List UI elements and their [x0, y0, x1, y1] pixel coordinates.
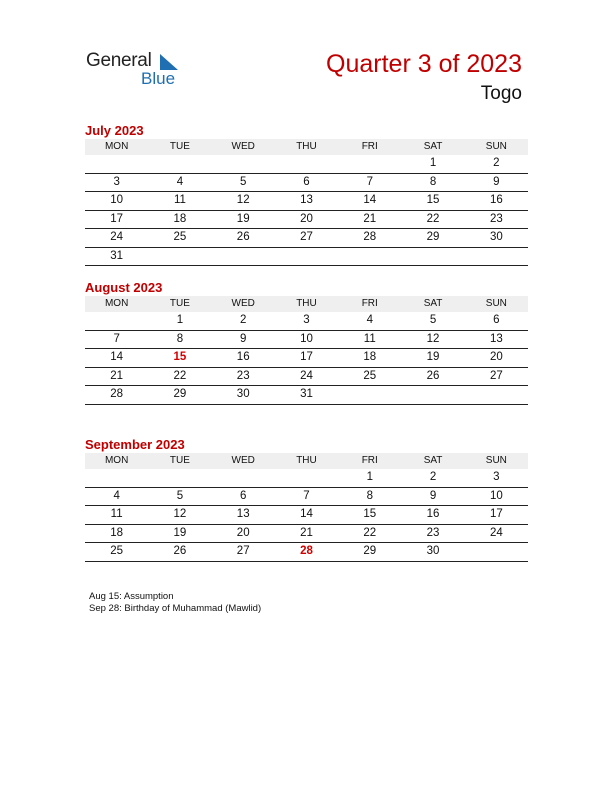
day-cell: 25: [148, 229, 211, 248]
day-cell: 8: [338, 487, 401, 506]
day-cell: 6: [275, 173, 338, 192]
week-row: [85, 543, 528, 562]
day-cell: 9: [212, 330, 275, 349]
week-row: [85, 210, 528, 229]
month-title: September 2023: [85, 437, 185, 452]
weekday-header: TUE: [148, 453, 211, 469]
day-cell: [465, 543, 528, 562]
day-cell: 7: [85, 330, 148, 349]
day-cell: 28: [338, 229, 401, 248]
day-cell: 3: [85, 173, 148, 192]
day-cell: 29: [148, 386, 211, 405]
week-row: [85, 229, 528, 248]
day-cell: 1: [401, 155, 464, 173]
weekday-header: TUE: [148, 139, 211, 155]
day-cell: 12: [401, 330, 464, 349]
day-cell: 2: [212, 312, 275, 330]
day-cell: 24: [85, 229, 148, 248]
day-cell: 25: [85, 543, 148, 562]
holiday-note: Aug 15: Assumption: [89, 591, 174, 602]
country-name: Togo: [480, 83, 522, 104]
weekday-header: TUE: [148, 296, 211, 312]
day-cell: 18: [148, 210, 211, 229]
week-row: [85, 330, 528, 349]
day-cell: [275, 155, 338, 173]
weekday-header-row: [85, 296, 528, 312]
month-title: July 2023: [85, 123, 144, 138]
week-row: [85, 349, 528, 368]
month-august: [85, 279, 528, 405]
day-cell: 5: [148, 487, 211, 506]
day-cell: 21: [275, 524, 338, 543]
day-cell: [148, 469, 211, 487]
day-cell: 3: [275, 312, 338, 330]
day-cell: 5: [212, 173, 275, 192]
day-cell: 4: [148, 173, 211, 192]
day-cell: 26: [401, 367, 464, 386]
day-cell: 31: [275, 386, 338, 405]
day-cell: [148, 155, 211, 173]
week-row: [85, 155, 528, 173]
logo-word-blue: Blue: [141, 69, 176, 88]
day-cell: 13: [212, 506, 275, 525]
day-cell: 6: [212, 487, 275, 506]
weekday-header: FRI: [338, 139, 401, 155]
day-cell: [85, 469, 148, 487]
day-cell: 28: [275, 543, 338, 562]
weekday-header: THU: [275, 453, 338, 469]
day-cell: 14: [85, 349, 148, 368]
day-cell: 18: [85, 524, 148, 543]
day-cell: 19: [401, 349, 464, 368]
day-cell: 18: [338, 349, 401, 368]
weekday-header: FRI: [338, 453, 401, 469]
day-cell: [275, 247, 338, 266]
day-cell: 11: [338, 330, 401, 349]
day-cell: 9: [401, 487, 464, 506]
weekday-header: WED: [212, 296, 275, 312]
day-cell: 23: [212, 367, 275, 386]
weekday-header: THU: [275, 139, 338, 155]
day-cell: 22: [338, 524, 401, 543]
day-cell: 31: [85, 247, 148, 266]
weekday-header-row: [85, 139, 528, 155]
day-cell: 27: [275, 229, 338, 248]
day-cell: 3: [465, 469, 528, 487]
weekday-header: SUN: [465, 453, 528, 469]
day-cell: 24: [465, 524, 528, 543]
day-cell: 9: [465, 173, 528, 192]
calendar-table: [85, 453, 528, 562]
page-title: Quarter 3 of 2023: [326, 50, 522, 78]
day-cell: 17: [85, 210, 148, 229]
day-cell: 22: [148, 367, 211, 386]
day-cell: 24: [275, 367, 338, 386]
day-cell: [85, 155, 148, 173]
calendar-table: [85, 296, 528, 405]
calendar-table: [85, 139, 528, 266]
day-cell: 25: [338, 367, 401, 386]
day-cell: 28: [85, 386, 148, 405]
day-cell: 15: [148, 349, 211, 368]
day-cell: 19: [212, 210, 275, 229]
week-row: [85, 367, 528, 386]
weekday-header: SUN: [465, 296, 528, 312]
week-row: [85, 386, 528, 405]
day-cell: 30: [212, 386, 275, 405]
week-row: [85, 192, 528, 211]
weekday-header: FRI: [338, 296, 401, 312]
day-cell: 7: [275, 487, 338, 506]
day-cell: 10: [275, 330, 338, 349]
day-cell: 4: [338, 312, 401, 330]
weekday-header: THU: [275, 296, 338, 312]
day-cell: 22: [401, 210, 464, 229]
day-cell: 20: [465, 349, 528, 368]
day-cell: 20: [212, 524, 275, 543]
day-cell: [212, 469, 275, 487]
day-cell: [85, 312, 148, 330]
week-row: [85, 312, 528, 330]
day-cell: 26: [212, 229, 275, 248]
weekday-header-row: [85, 453, 528, 469]
day-cell: 13: [465, 330, 528, 349]
day-cell: 10: [85, 192, 148, 211]
day-cell: 15: [338, 506, 401, 525]
day-cell: [401, 386, 464, 405]
holiday-note: Sep 28: Birthday of Muhammad (Mawlid): [89, 603, 262, 614]
day-cell: 4: [85, 487, 148, 506]
day-cell: 13: [275, 192, 338, 211]
day-cell: 1: [148, 312, 211, 330]
day-cell: 21: [85, 367, 148, 386]
day-cell: 21: [338, 210, 401, 229]
week-row: [85, 173, 528, 192]
day-cell: [275, 469, 338, 487]
day-cell: [148, 247, 211, 266]
holiday-notes: [89, 591, 261, 615]
day-cell: 7: [338, 173, 401, 192]
day-cell: [212, 247, 275, 266]
day-cell: [465, 386, 528, 405]
day-cell: 14: [275, 506, 338, 525]
day-cell: 1: [338, 469, 401, 487]
day-cell: [338, 247, 401, 266]
day-cell: [401, 247, 464, 266]
day-cell: 15: [401, 192, 464, 211]
day-cell: 11: [148, 192, 211, 211]
day-cell: 2: [465, 155, 528, 173]
day-cell: [212, 155, 275, 173]
weekday-header: MON: [85, 296, 148, 312]
day-cell: 14: [338, 192, 401, 211]
day-cell: 5: [401, 312, 464, 330]
day-cell: [338, 386, 401, 405]
weekday-header: MON: [85, 139, 148, 155]
day-cell: 26: [148, 543, 211, 562]
week-row: [85, 506, 528, 525]
day-cell: 16: [401, 506, 464, 525]
day-cell: 30: [401, 543, 464, 562]
day-cell: 8: [148, 330, 211, 349]
day-cell: 10: [465, 487, 528, 506]
generalblue-logo: [86, 50, 196, 90]
day-cell: 20: [275, 210, 338, 229]
weekday-header: WED: [212, 139, 275, 155]
day-cell: 27: [212, 543, 275, 562]
week-row: [85, 247, 528, 266]
day-cell: 29: [401, 229, 464, 248]
day-cell: 17: [465, 506, 528, 525]
day-cell: 23: [401, 524, 464, 543]
day-cell: 2: [401, 469, 464, 487]
month-september: [85, 436, 528, 562]
day-cell: 27: [465, 367, 528, 386]
weekday-header: MON: [85, 453, 148, 469]
day-cell: 17: [275, 349, 338, 368]
day-cell: 23: [465, 210, 528, 229]
weekday-header: SAT: [401, 139, 464, 155]
weekday-header: SUN: [465, 139, 528, 155]
day-cell: 12: [212, 192, 275, 211]
weekday-header: SAT: [401, 296, 464, 312]
day-cell: 11: [85, 506, 148, 525]
week-row: [85, 524, 528, 543]
weekday-header: WED: [212, 453, 275, 469]
month-title: August 2023: [85, 280, 163, 295]
weekday-header: SAT: [401, 453, 464, 469]
day-cell: 16: [465, 192, 528, 211]
day-cell: [338, 155, 401, 173]
month-july: [85, 122, 528, 266]
logo-word-general: General: [86, 50, 152, 71]
day-cell: [465, 247, 528, 266]
day-cell: 29: [338, 543, 401, 562]
week-row: [85, 487, 528, 506]
day-cell: 30: [465, 229, 528, 248]
week-row: [85, 469, 528, 487]
day-cell: 16: [212, 349, 275, 368]
day-cell: 8: [401, 173, 464, 192]
day-cell: 12: [148, 506, 211, 525]
day-cell: 6: [465, 312, 528, 330]
day-cell: 19: [148, 524, 211, 543]
